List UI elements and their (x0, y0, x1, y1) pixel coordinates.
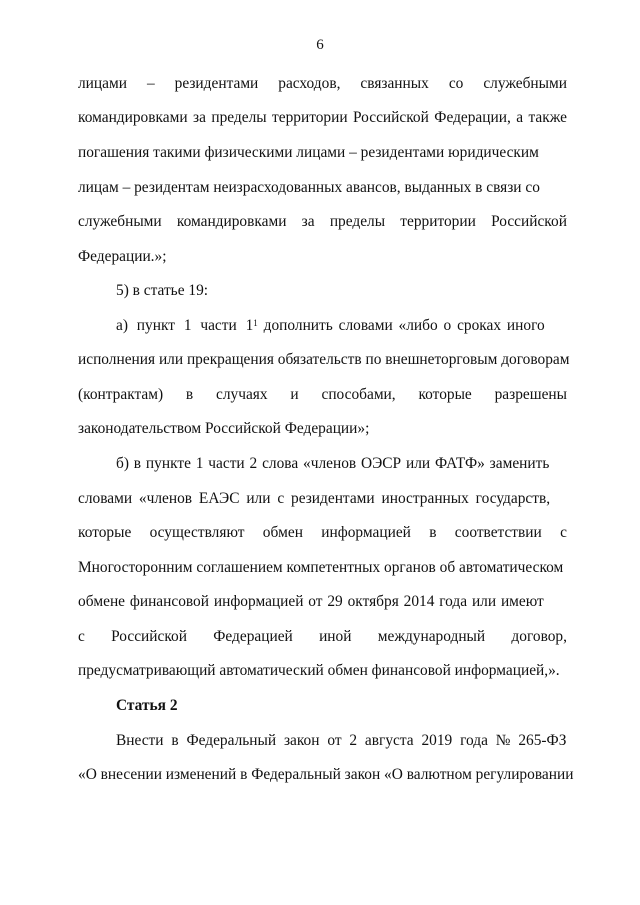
item-b-line-2 (78, 489, 567, 509)
item-5-heading (116, 281, 567, 301)
line-text: словами «членов ЕАЭС или с резидентами иностранных государств, (78, 490, 551, 507)
line-text: командировками за пределы территории Российской Федерации, а также (78, 109, 567, 126)
line-text: 5) в статье 19: (116, 282, 209, 299)
item-b-line-7 (78, 661, 567, 681)
item-b-line-3 (78, 523, 567, 543)
word: случаях (216, 386, 268, 403)
page-number: 6 (316, 37, 324, 53)
item-b-line-6 (78, 627, 567, 647)
word: расходов, (278, 75, 341, 92)
paragraph-1-line-3 (78, 143, 567, 163)
line-text: погашения такими физическими лицами – резидентами юридическим (78, 144, 539, 161)
word: способами, (321, 386, 396, 403)
line-text: б) в пункте 1 части 2 слова «членов ОЭСР или ФАТФ» заменить (116, 455, 550, 472)
word: разрешены (494, 386, 567, 403)
paragraph-1-line-6 (78, 247, 567, 267)
word: обмен (262, 524, 303, 541)
word: в (185, 386, 194, 403)
line-text: Многосторонним соглашением компетентных органов об автоматическом (78, 559, 564, 576)
item-a-line-2 (78, 350, 570, 370)
word: пределы (329, 213, 386, 230)
word: соответствии (454, 524, 542, 541)
word: Российской (111, 628, 187, 645)
word: служебными (78, 213, 162, 230)
item-b-line-5 (78, 592, 567, 612)
word: информацией (321, 524, 411, 541)
paragraph-1-line-4 (78, 178, 567, 198)
word: осуществляют (149, 524, 245, 541)
article-2-heading (116, 696, 567, 716)
word: иной (319, 628, 352, 645)
paragraph-1-line-1 (78, 74, 567, 94)
line-text: исполнения или прекращения обязательств по внешнеторговым договорам (78, 351, 570, 368)
word: – (146, 75, 155, 92)
line-text-end: дополнить словами «либо о сроках иного (257, 317, 545, 334)
word: с (560, 524, 567, 541)
item-b-line-1 (116, 454, 567, 474)
line-text: лицам – резидентам неизрасходованных авансов, выданных в связи со (78, 179, 540, 196)
item-b-line-4 (78, 558, 567, 578)
word: которые (78, 524, 132, 541)
word: с (78, 628, 85, 645)
line-text: предусматривающий автоматический обмен финансовой информацией,». (78, 662, 560, 679)
word: и (290, 386, 299, 403)
word: связанных (360, 75, 429, 92)
item-a-line-1 (116, 316, 567, 336)
word: территории (400, 213, 476, 230)
word: в (429, 524, 437, 541)
line-text: обмене финансовой информацией от 29 октября 2014 года или имеют (78, 593, 544, 610)
superscript: 1 (253, 318, 258, 328)
item-a-line-3 (78, 385, 567, 405)
word: которые (418, 386, 472, 403)
word: Федерацией (213, 628, 293, 645)
word: за (301, 213, 315, 230)
word: лицами (78, 75, 127, 92)
article-2-line-2 (78, 765, 574, 785)
heading-text: Статья 2 (116, 697, 178, 714)
line-text: законодательством Российской Федерации»; (78, 420, 370, 437)
word: (контрактам) (78, 386, 164, 403)
line-text-start: а) пункт 1 части 1 (116, 317, 254, 334)
paragraph-1-line-2 (78, 108, 567, 128)
word: командировками (176, 213, 287, 230)
line-text: «О внесении изменений в Федеральный закон «О валютном регулировании (78, 766, 574, 783)
article-2-line-1 (116, 731, 567, 751)
word: Российской (491, 213, 567, 230)
line-text: Внести в Федеральный закон от 2 августа 2019 года № 265-ФЗ (116, 732, 567, 749)
word: договор, (511, 628, 567, 645)
word: со (448, 75, 464, 92)
item-a-line-4 (78, 419, 567, 439)
paragraph-1-line-5 (78, 212, 567, 232)
word: служебными (483, 75, 567, 92)
word: международный (377, 628, 486, 645)
line-text: Федерации.»; (78, 248, 167, 265)
word: резидентами (174, 75, 259, 92)
